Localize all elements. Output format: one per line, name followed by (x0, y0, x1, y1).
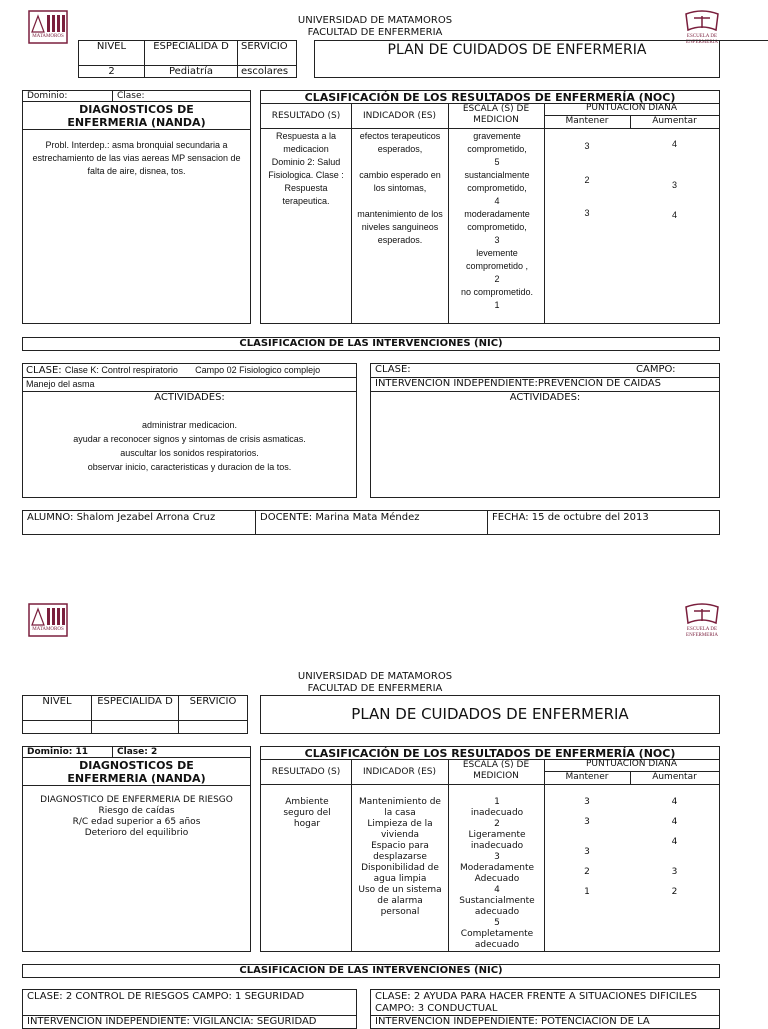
indicador-text: Mantenimiento de la casa Limpieza de la vivienda Espacio para desplazarse Disponibilidad de agua limpia Uso de un sistema de alarma personal (358, 797, 442, 917)
clase-text: Clase: 2 (117, 747, 158, 757)
info-header-servicio: SERVICIO (178, 695, 248, 721)
col-divider (351, 759, 352, 951)
university-logo-left-2 (28, 603, 68, 637)
logo-right-text-2: ENFERMERIA (686, 633, 718, 638)
divider (261, 128, 719, 129)
info-value-nivel: 2 (78, 65, 145, 78)
nanda-section (22, 90, 251, 324)
col-mantener-header: Mantener (565, 116, 609, 126)
info-value-servicio (178, 720, 248, 734)
col-aumentar-header: Aumentar (652, 772, 697, 782)
nic-title-bar-2 (22, 964, 720, 978)
nanda-section-2 (22, 746, 251, 952)
mantener-value-3: 3 (584, 208, 590, 218)
col-divider (351, 103, 352, 323)
clase-text: Clase: (117, 91, 145, 101)
logo-left-text: MATAMOROS (32, 627, 64, 632)
mantener-value-2: 2 (584, 175, 590, 185)
nic-right-campo: CAMPO: (636, 364, 676, 375)
nic-right-clase: CLASE: (375, 364, 411, 375)
info-value-nivel (22, 720, 92, 734)
nic-left-intervention: Manejo del asma (26, 379, 95, 389)
title-line (714, 40, 768, 41)
plan-title-box-2 (260, 695, 720, 734)
nic-title-bar (22, 337, 720, 351)
resultado-text: Respuesta a la medicacion Dominio 2: Salud Fisiologica. Clase : Respuesta terapeutica. (268, 131, 344, 206)
plan-title: PLAN DE CUIDADOS DE ENFERMERIA (351, 705, 629, 723)
info-header-nivel: NIVEL (78, 40, 145, 66)
faculty-name-2: FACULTAD DE ENFERMERIA (307, 683, 443, 694)
resultado-text: Ambiente seguro del hogar (283, 797, 331, 829)
info-value-servicio: escolares (237, 65, 297, 78)
nic-left-clase-row (23, 364, 356, 378)
aumentar-value-2: 4 (671, 817, 678, 827)
nic-left-box (22, 363, 357, 498)
plan-title: PLAN DE CUIDADOS DE ENFERMERIA (387, 42, 647, 58)
clase-label (113, 747, 250, 758)
nic-left-activities: administrar medicacion. ayudar a reconocer signos y sintomas de crisis asmaticas. auscultar los sonidos respiratorios. observar inicio, caracteristicas y duracion de la tos. (73, 420, 306, 472)
nic-left-clase-label: CLASE: (26, 365, 62, 376)
logo-right-text-2: ENFERMERIA (686, 40, 718, 45)
mantener-value-2: 3 (584, 817, 590, 827)
noc-title: CLASIFICACIÓN DE LOS RESULTADOS DE ENFERMERÍA (NOC) (304, 91, 676, 104)
nic-title: CLASIFICACION DE LAS INTERVENCIONES (NIC) (239, 965, 503, 976)
dominio-label (23, 91, 113, 102)
dominio-text: Dominio: (27, 91, 68, 101)
aumentar-value-2: 3 (671, 180, 677, 190)
nic-left-clase: CLASE: 2 CONTROL DE RIESGOS CAMPO: 1 SEGURIDAD (27, 991, 305, 1002)
faculty-name: FACULTAD DE ENFERMERIA (307, 27, 443, 38)
col-divider (448, 759, 449, 951)
plan-title-box (314, 40, 720, 78)
nursing-school-logo-right-2 (682, 603, 722, 639)
col-aumentar-header: Aumentar (652, 116, 697, 126)
date: FECHA: 15 de octubre del 2013 (487, 510, 720, 535)
university-name-2: UNIVERSIDAD DE MATAMOROS (297, 671, 453, 682)
aumentar-value-1: 4 (671, 797, 678, 807)
mantener-value-5: 1 (584, 887, 590, 897)
nic-right-actividades-label: ACTIVIDADES: (509, 392, 581, 403)
col-escala-header: ESCALA (S) DE MEDICION (462, 760, 530, 781)
university-name: UNIVERSIDAD DE MATAMOROS (297, 15, 453, 26)
university-logo-left (28, 10, 68, 44)
col-puntuacion-header: PUNTUACION DIANA (585, 759, 678, 769)
mantener-value-3: 3 (584, 847, 590, 857)
student-name: ALUMNO: Shalom Jezabel Arrona Cruz (22, 510, 256, 535)
aumentar-value-1: 4 (671, 139, 677, 149)
info-value-especialidad (91, 720, 179, 734)
col-resultado-header: RESULTADO (S) (271, 111, 341, 121)
diagnostics-title: DIAGNOSTICOS DE ENFERMERIA (NANDA) (67, 759, 206, 785)
dominio-text: Dominio: 11 (27, 747, 89, 757)
nic-right-clase: CLASE: 2 AYUDA PARA HACER FRENTE A SITUACIONES DIFICILES CAMPO: 3 CONDUCTUAL (375, 991, 697, 1014)
col-escala-header: ESCALA (S) DE MEDICION (462, 104, 530, 125)
col-puntuacion-header: PUNTUACION DIANA (585, 103, 678, 113)
nic-left-actividades-label: ACTIVIDADES: (154, 392, 225, 403)
nic-title: CLASIFICACION DE LAS INTERVENCIONES (NIC) (239, 338, 503, 349)
clase-label (113, 91, 250, 102)
noc-title: CLASIFICACIÓN DE LOS RESULTADOS DE ENFERMERÍA (NOC) (304, 747, 676, 760)
nic-right-box-2 (370, 989, 720, 1029)
info-header-especialidad: ESPECIALIDA D (91, 695, 179, 721)
nic-left-box-2 (22, 989, 357, 1029)
info-value-especialidad: Pediatría (144, 65, 238, 78)
logo-left-text: MATAMOROS (32, 34, 64, 39)
mantener-value-4: 2 (584, 867, 590, 877)
info-header-nivel: NIVEL (22, 695, 92, 721)
divider (23, 785, 250, 786)
aumentar-value-4: 3 (671, 867, 678, 877)
mantener-value-1: 3 (584, 141, 590, 151)
diagnosis-text: DIAGNOSTICO DE ENFERMERIA DE RIESGO Riesgo de caídas R/C edad superior a 65 años Deterioro del equilibrio (40, 795, 233, 838)
info-header-especialidad: ESPECIALIDA D (144, 40, 238, 66)
divider (261, 784, 719, 785)
indicador-text: efectos terapeuticos esperados, cambio esperado en los sintomas, mantenimiento de los niveles sanguineos esperados. (357, 131, 443, 245)
escala-text: gravemente comprometido, 5 sustancialmente comprometido, 4 moderadamente comprometido, 3 levemente comprometido , 2 no comprometido. 1 (460, 131, 534, 310)
col-divider (448, 103, 449, 323)
info-header-servicio: SERVICIO (237, 40, 297, 66)
nic-left-clase-value: Clase K: Control respiratorio (64, 365, 178, 375)
dominio-label (23, 747, 113, 758)
col-mantener-header: Mantener (565, 772, 609, 782)
nic-right-intervention: INTERVENCION INDEPENDIENTE:PREVENCION DE CAIDAS (375, 378, 661, 389)
diagnostics-title: DIAGNOSTICOS DE ENFERMERIA (NANDA) (67, 103, 206, 129)
divider (23, 129, 250, 130)
diagnosis-text: Probl. Interdep.: asma bronquial secundaria a estrechamiento de las vias aereas MP sensacion de falta de aire, disnea, tos. (32, 140, 241, 176)
aumentar-value-5: 2 (671, 887, 678, 897)
col-indicador-header: INDICADOR (ES) (363, 111, 436, 121)
mantener-value-1: 3 (584, 797, 590, 807)
escala-text: 1 inadecuado 2 Ligeramente inadecuado 3 Moderadamente Adecuado 4 Sustancialmente adecuado 5 Completamente adecuado (459, 797, 535, 950)
nic-left-intervention: INTERVENCION INDEPENDIENTE: VIGILANCIA: SEGURIDAD (27, 1016, 317, 1027)
logo-right-text-1: ESCUELA DE (686, 34, 718, 39)
nic-right-box (370, 363, 720, 498)
logo-right-text-1: ESCUELA DE (686, 627, 718, 632)
noc-section-2 (260, 746, 720, 952)
col-indicador-header: INDICADOR (ES) (363, 767, 436, 777)
aumentar-value-3: 4 (671, 210, 677, 220)
nic-right-intervention: INTERVENCION INDEPENDIENTE: POTENCIACION DE LA (375, 1016, 650, 1027)
noc-section (260, 90, 720, 324)
nic-left-campo-value: Campo 02 Fisiologico complejo (195, 365, 321, 375)
teacher-name: DOCENTE: Marina Mata Méndez (255, 510, 488, 535)
col-resultado-header: RESULTADO (S) (271, 767, 341, 777)
aumentar-value-3: 4 (671, 837, 678, 847)
